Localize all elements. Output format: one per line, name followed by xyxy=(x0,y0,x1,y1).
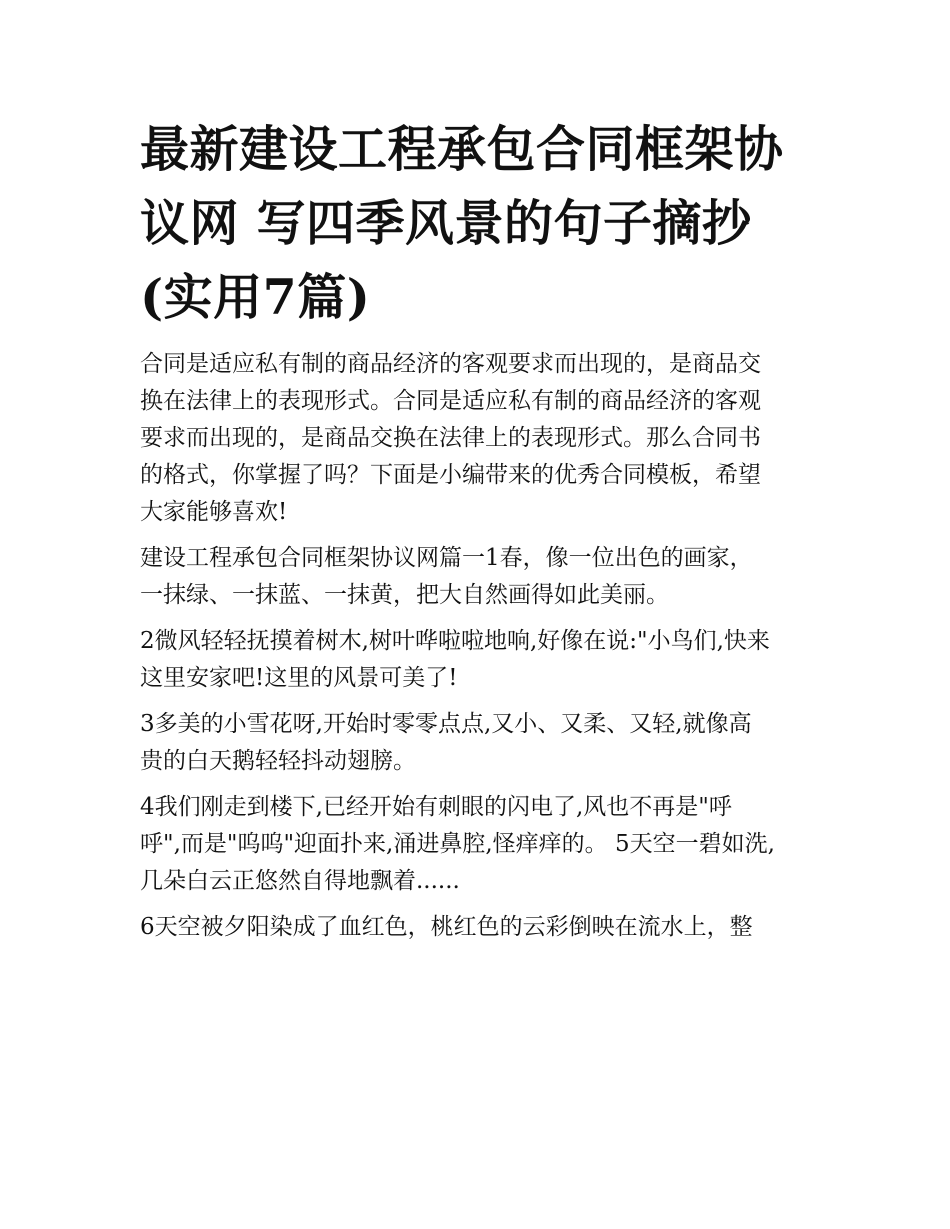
paragraph-item-6 xyxy=(140,909,815,946)
document-page xyxy=(140,112,815,955)
paragraph-item-1 xyxy=(140,540,815,614)
text-line: 贵的白天鹅轻轻抖动翅膀。 xyxy=(140,748,416,774)
document-body xyxy=(140,346,815,946)
text-line: 4我们刚走到楼下,已经开始有刺眼的闪电了,风也不再是"呼 xyxy=(140,794,732,820)
text-line: 的格式，你掌握了吗？下面是小编带来的优秀合同模板，希望 xyxy=(140,462,761,488)
text-line: 建设工程承包合同框架协议网篇一1春，像一位出色的画家， xyxy=(140,545,753,571)
text-line: 换在法律上的表现形式。合同是适应私有制的商品经济的客观 xyxy=(140,388,761,414)
text-line: 一抹绿、一抹蓝、一抹黄，把大自然画得如此美丽。 xyxy=(140,582,669,608)
text-line: 3多美的小雪花呀,开始时零零点点,又小、又柔、又轻,就像高 xyxy=(140,711,752,737)
paragraph-item-2 xyxy=(140,623,815,697)
text-line: 要求而出现的，是商品交换在法律上的表现形式。那么合同书 xyxy=(140,425,761,451)
text-line: 大家能够喜欢! xyxy=(140,499,288,525)
text-line: 2微风轻轻抚摸着树木,树叶哗啦啦地响,好像在说:"小鸟们,快来 xyxy=(140,628,770,654)
paragraph-intro xyxy=(140,346,815,531)
text-line: 几朵白云正悠然自得地飘着...... xyxy=(140,868,460,894)
paragraph-item-3 xyxy=(140,706,815,780)
text-line: 这里安家吧!这里的风景可美了! xyxy=(140,665,458,691)
text-line: 呼",而是"呜呜"迎面扑来,涌进鼻腔,怪痒痒的。 5天空一碧如洗, xyxy=(140,831,775,857)
text-line: 合同是适应私有制的商品经济的客观要求而出现的，是商品交 xyxy=(140,351,761,377)
document-title xyxy=(140,112,815,334)
text-line: 6天空被夕阳染成了血红色，桃红色的云彩倒映在流水上，整 xyxy=(140,914,753,940)
title-line: 议网 写四季风景的句子摘抄 xyxy=(140,194,752,252)
title-line: (实用7篇) xyxy=(140,268,371,326)
paragraph-item-4 xyxy=(140,789,815,900)
title-line: 最新建设工程承包合同框架协 xyxy=(140,120,784,178)
